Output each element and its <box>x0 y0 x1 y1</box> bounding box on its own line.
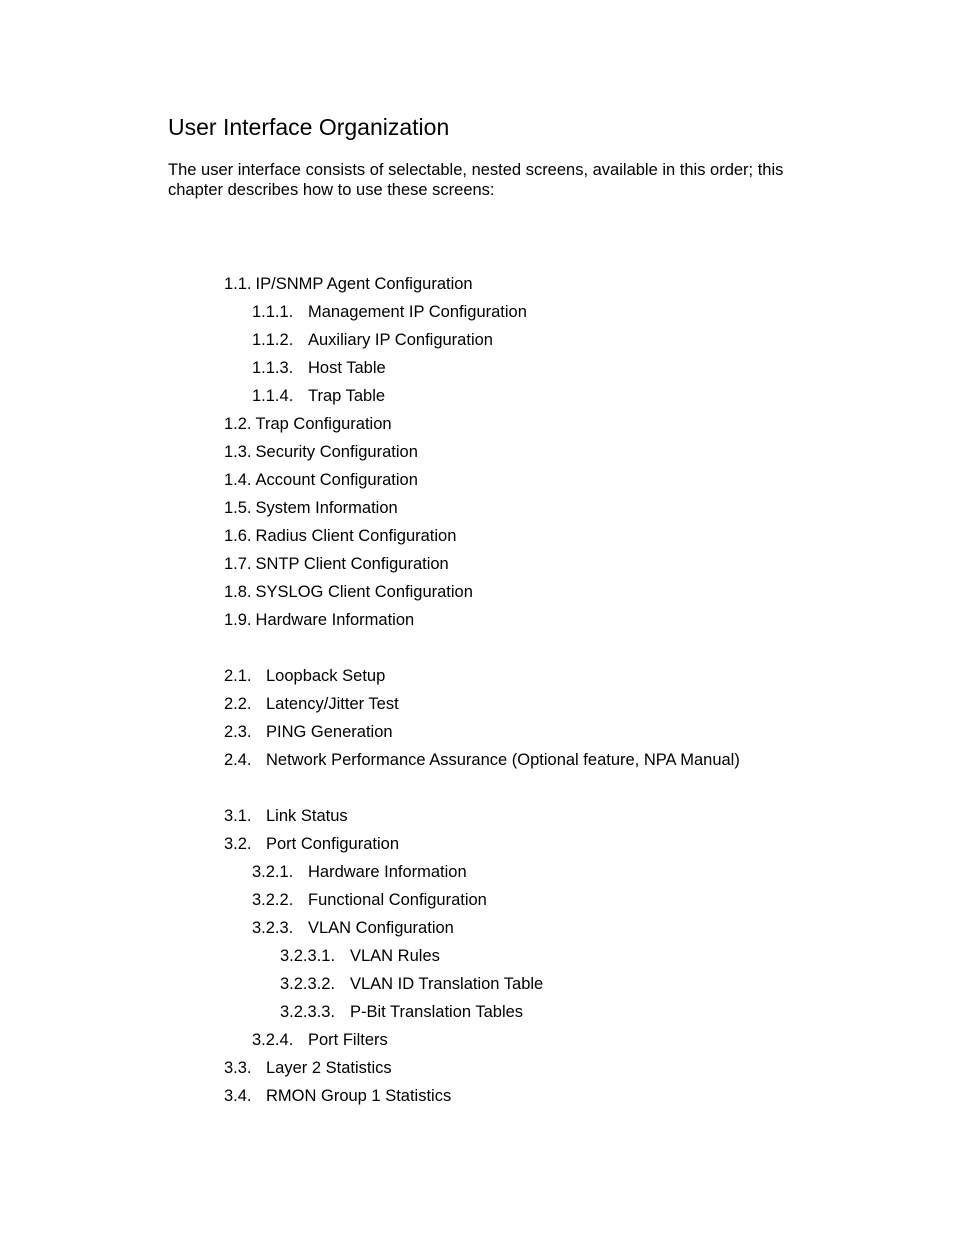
toc-item-number: 1.8. <box>224 583 252 601</box>
toc-item <box>252 862 467 882</box>
toc-item-label: System Information <box>255 499 398 517</box>
toc-item-label: Latency/Jitter Test <box>266 695 399 713</box>
toc-item <box>252 358 386 378</box>
toc-item <box>224 806 348 826</box>
toc-item-number: 1.1.2. <box>252 331 294 349</box>
toc-item-number: 1.5. <box>224 499 252 517</box>
toc-item-number: 2.1. <box>224 667 252 685</box>
toc-item-label: Auxiliary IP Configuration <box>308 331 493 349</box>
toc-item <box>224 554 449 574</box>
toc-item <box>224 610 414 630</box>
toc-item-number: 2.3. <box>224 723 252 741</box>
toc-item <box>224 694 399 714</box>
toc-item-label: Loopback Setup <box>266 667 386 685</box>
toc-item-label: PING Generation <box>266 723 393 741</box>
toc-item <box>224 442 418 462</box>
toc-item-label: Radius Client Configuration <box>255 527 457 545</box>
toc-item-label: Functional Configuration <box>308 891 487 909</box>
toc-item-number: 2.4. <box>224 751 252 769</box>
toc-item-number: 2.2. <box>224 695 252 713</box>
toc-item-number: 3.1. <box>224 807 252 825</box>
toc-item <box>224 498 398 518</box>
toc-item-number: 1.6. <box>224 527 252 545</box>
toc-item <box>252 890 487 910</box>
toc-item-number: 3.2.3. <box>252 919 294 937</box>
toc-item-number: 1.9. <box>224 611 252 629</box>
toc-item <box>224 722 393 742</box>
toc-item-label: RMON Group 1 Statistics <box>266 1087 452 1105</box>
toc-item-number: 3.4. <box>224 1087 252 1105</box>
toc-item-number: 3.3. <box>224 1059 252 1077</box>
toc-item-number: 1.1.1. <box>252 303 294 321</box>
toc-item-label: P-Bit Translation Tables <box>350 1003 524 1021</box>
toc-item-number: 1.7. <box>224 555 252 573</box>
toc-item <box>252 330 493 350</box>
toc-item-label: Management IP Configuration <box>308 303 527 321</box>
toc-item-label: SNTP Client Configuration <box>255 555 449 573</box>
toc-item <box>224 274 473 294</box>
toc-item-label: Port Configuration <box>266 835 399 853</box>
toc-item-number: 3.2.1. <box>252 863 294 881</box>
toc-item-label: Network Performance Assurance (Optional feature, NPA Manual) <box>266 751 740 769</box>
toc-item-number: 1.1. <box>224 275 252 293</box>
toc-item <box>224 582 473 602</box>
toc-item <box>252 918 454 938</box>
toc-item <box>252 386 385 406</box>
toc-item-label: SYSLOG Client Configuration <box>255 583 473 601</box>
toc-item-label: Trap Configuration <box>255 415 392 433</box>
toc-item-number: 3.2.3.2. <box>280 975 336 993</box>
toc-item-label: Account Configuration <box>255 471 418 489</box>
toc-item-label: Security Configuration <box>255 443 418 461</box>
toc-item <box>224 526 456 546</box>
toc-item-number: 1.4. <box>224 471 252 489</box>
toc-item-label: VLAN ID Translation Table <box>350 975 544 993</box>
toc-item <box>224 1058 392 1078</box>
toc-item-number: 1.1.3. <box>252 359 294 377</box>
toc-item-label: Trap Table <box>308 387 386 405</box>
intro-paragraph: The user interface consists of selectable, nested screens, available in this order; this chapter describes how to use these screens: <box>168 161 784 199</box>
toc-item <box>224 414 392 434</box>
toc-item <box>280 974 543 994</box>
toc-item-label: Port Filters <box>308 1031 388 1049</box>
toc-item-number: 3.2.3.3. <box>280 1003 336 1021</box>
toc-item-label: Layer 2 Statistics <box>266 1059 392 1077</box>
toc-item <box>224 470 418 490</box>
toc-item-number: 3.2. <box>224 835 252 853</box>
toc-item-label: IP/SNMP Agent Configuration <box>255 275 473 293</box>
toc-item-number: 3.2.2. <box>252 891 294 909</box>
toc-item-number: 1.2. <box>224 415 252 433</box>
toc-item-label: VLAN Configuration <box>308 919 454 937</box>
page-title: User Interface Organization <box>168 114 450 140</box>
toc-item-number: 1.3. <box>224 443 252 461</box>
toc-item-label: Host Table <box>308 359 386 377</box>
toc-item <box>280 946 440 966</box>
toc-item-label: VLAN Rules <box>350 947 440 965</box>
toc-item-number: 3.2.3.1. <box>280 947 336 965</box>
toc-item <box>224 666 385 686</box>
toc-item-label: Hardware Information <box>255 611 415 629</box>
toc-item-label: Hardware Information <box>308 863 467 881</box>
toc-item <box>224 834 399 854</box>
toc-item <box>252 302 527 322</box>
toc-item <box>224 750 740 770</box>
toc-item <box>224 1086 451 1106</box>
toc-item-label: Link Status <box>266 807 348 825</box>
toc-item-number: 3.2.4. <box>252 1031 294 1049</box>
toc-item <box>252 1030 388 1050</box>
toc-item <box>280 1002 523 1022</box>
toc-item-number: 1.1.4. <box>252 387 294 405</box>
